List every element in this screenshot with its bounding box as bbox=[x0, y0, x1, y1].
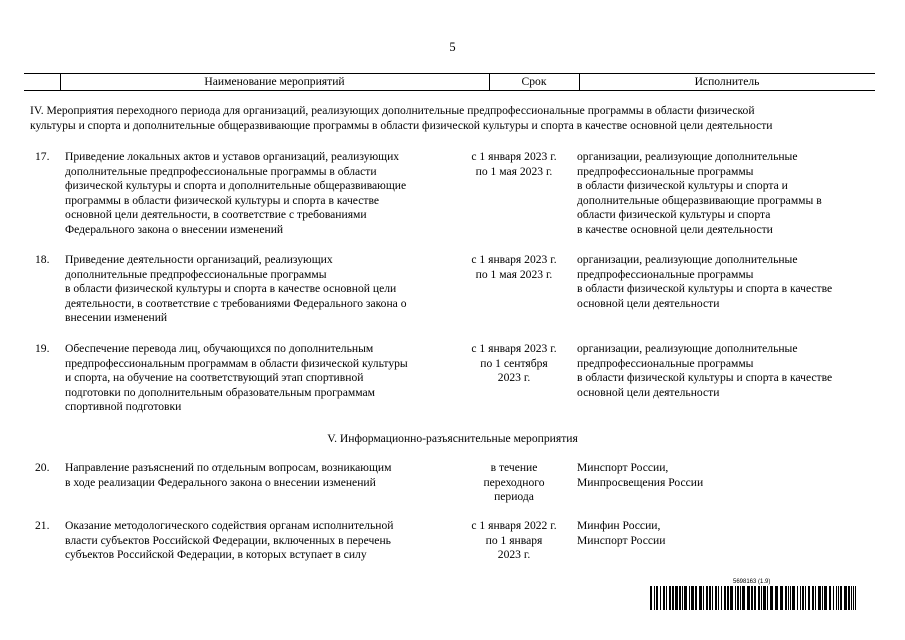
barcode-bar bbox=[758, 586, 760, 610]
text-line: и спорта, на обучение на соответствующий этап спортивной bbox=[65, 371, 364, 385]
text-line: программы в области физической культуры и спорта в качестве bbox=[65, 193, 380, 207]
barcode-bar bbox=[699, 586, 702, 610]
barcode-bar bbox=[818, 586, 821, 610]
barcode-bar bbox=[650, 586, 652, 610]
barcode-bar bbox=[703, 586, 704, 610]
barcode-bar bbox=[851, 586, 852, 610]
section-iv-title bbox=[30, 104, 875, 133]
barcode-bar bbox=[844, 586, 847, 610]
text-line: субъектов Российской Федерации, в которых вступает в силу bbox=[65, 548, 367, 562]
page-number: 5 bbox=[449, 40, 456, 54]
text-line: дополнительные предпрофессиональные программы bbox=[65, 267, 327, 281]
barcode-bar bbox=[663, 586, 665, 610]
barcode-label: 5698163 (1.9) bbox=[733, 579, 771, 585]
text-line: спортивной подготовки bbox=[65, 400, 182, 414]
barcode-bar bbox=[815, 586, 816, 610]
text-line: основной цели деятельности bbox=[577, 296, 720, 310]
barcode-bar bbox=[848, 586, 850, 610]
row-number: 19. bbox=[35, 342, 50, 355]
text-line: в качестве основной цели деятельности bbox=[577, 222, 773, 236]
barcode-bar bbox=[780, 586, 783, 610]
barcode-bar bbox=[761, 586, 762, 610]
event-executor bbox=[577, 253, 873, 311]
barcode-icon bbox=[650, 586, 858, 610]
text-line: с 1 января 2023 г. bbox=[471, 253, 557, 266]
barcode-bar bbox=[797, 586, 798, 610]
barcode-bar bbox=[689, 586, 690, 610]
barcode-bar bbox=[666, 586, 667, 610]
barcode-bar bbox=[735, 586, 736, 610]
barcode-bar bbox=[792, 586, 795, 610]
text-line: области физической культуры и спорта bbox=[577, 208, 771, 222]
text-line: подготовки по дополнительным образовательным программам bbox=[65, 385, 375, 399]
barcode-bar bbox=[805, 586, 806, 610]
barcode-bar bbox=[684, 586, 687, 610]
barcode-bar bbox=[812, 586, 814, 610]
section-title-line: IV. Мероприятия переходного периода для организаций, реализующих дополнительные предпрофессиональные программы в области физической bbox=[30, 104, 755, 117]
barcode-bar bbox=[672, 586, 674, 610]
barcode-bar bbox=[802, 586, 804, 610]
text-line: Минпросвещения России bbox=[577, 475, 704, 489]
text-line: предпрофессиональные программы bbox=[577, 356, 754, 370]
barcode-bar bbox=[740, 586, 741, 610]
text-line: в области физической культуры и спорта в качестве bbox=[577, 282, 833, 296]
text-line: в течение bbox=[490, 461, 538, 474]
barcode-bar bbox=[660, 586, 661, 610]
event-term bbox=[460, 150, 568, 179]
text-line: физической культуры и спорта и дополнительные общеразвивающие bbox=[65, 179, 407, 193]
text-line: организации, реализующие дополнительные bbox=[577, 150, 798, 163]
table-header bbox=[24, 73, 875, 91]
barcode-bar bbox=[763, 586, 766, 610]
row-number: 21. bbox=[35, 519, 50, 532]
barcode-bar bbox=[737, 586, 739, 610]
text-line: основной цели деятельности, в соответствие с требованиями bbox=[65, 208, 367, 222]
text-line: власти субъектов Российской Федерации, включенных в перечень bbox=[65, 533, 391, 547]
event-name bbox=[65, 519, 455, 563]
text-line: предпрофессиональные программы bbox=[577, 267, 754, 281]
barcode-bar bbox=[679, 586, 681, 610]
barcode-bar bbox=[675, 586, 678, 610]
barcode-bar bbox=[747, 586, 750, 610]
event-name bbox=[65, 342, 455, 415]
text-line: 2023 г. bbox=[497, 371, 531, 385]
event-term bbox=[460, 461, 568, 505]
text-line: в ходе реализации Федерального закона о внесении изменений bbox=[65, 475, 376, 489]
text-line: по 1 мая 2023 г. bbox=[475, 267, 553, 281]
event-term bbox=[460, 342, 568, 386]
barcode-bar bbox=[840, 586, 842, 610]
row-number: 17. bbox=[35, 150, 50, 163]
text-line: переходного bbox=[483, 475, 545, 489]
barcode-bar bbox=[788, 586, 789, 610]
barcode-bar bbox=[682, 586, 683, 610]
event-term bbox=[460, 253, 568, 282]
header-executor: Исполнитель bbox=[694, 75, 760, 88]
event-name bbox=[65, 461, 455, 490]
barcode-bar bbox=[730, 586, 733, 610]
barcode-bar bbox=[770, 586, 773, 610]
text-line: по 1 мая 2023 г. bbox=[475, 164, 553, 178]
text-line: организации, реализующие дополнительные bbox=[577, 253, 798, 266]
section-title-line: культуры и спорта и дополнительные общеразвивающие программы в области физической культуры и спорта в качестве основной цели деятельности bbox=[30, 118, 773, 132]
text-line: основной цели деятельности bbox=[577, 385, 720, 399]
text-line: по 1 января bbox=[485, 533, 543, 547]
barcode-bar bbox=[822, 586, 823, 610]
text-line: предпрофессиональные программы bbox=[577, 164, 754, 178]
barcode-bar bbox=[718, 586, 719, 610]
barcode-bar bbox=[709, 586, 711, 610]
barcode-bar bbox=[695, 586, 697, 610]
text-line: Приведение деятельности организаций, реализующих bbox=[65, 253, 333, 266]
barcode-bar bbox=[654, 586, 655, 610]
header-term: Срок bbox=[521, 75, 547, 88]
text-line: Минспорт России, bbox=[577, 461, 669, 474]
barcode-bar bbox=[721, 586, 722, 610]
text-line: в области физической культуры и спорта и bbox=[577, 179, 788, 193]
text-line: в области физической культуры и спорта в качестве основной цели bbox=[65, 282, 397, 296]
row-number: 18. bbox=[35, 253, 50, 266]
barcode-bar bbox=[833, 586, 834, 610]
barcode-bar bbox=[712, 586, 713, 610]
barcode-bar bbox=[853, 586, 854, 610]
barcode-bar bbox=[855, 586, 856, 610]
barcode-bar bbox=[751, 586, 753, 610]
barcode-bar bbox=[669, 586, 671, 610]
section-v-title: V. Информационно-разъяснительные мероприятия bbox=[327, 432, 578, 445]
barcode-bar bbox=[829, 586, 831, 610]
event-name bbox=[65, 253, 455, 326]
barcode-bar bbox=[808, 586, 810, 610]
barcode-bar bbox=[790, 586, 791, 610]
text-line: Федерального закона о внесении изменений bbox=[65, 222, 284, 236]
text-line: Обеспечение перевода лиц, обучающихся по дополнительным bbox=[65, 342, 374, 355]
barcode-bar bbox=[775, 586, 778, 610]
barcode-bar bbox=[742, 586, 745, 610]
barcode-bar bbox=[836, 586, 837, 610]
barcode-bar bbox=[724, 586, 726, 610]
event-executor bbox=[577, 342, 873, 400]
text-line: Направление разъяснений по отдельным вопросам, возникающим bbox=[65, 461, 392, 474]
barcode-bar bbox=[706, 586, 708, 610]
text-line: Оказание методологического содействия органам исполнительной bbox=[65, 519, 394, 532]
text-line: Минфин России, bbox=[577, 519, 661, 532]
text-line: организации, реализующие дополнительные bbox=[577, 342, 798, 355]
barcode-bar bbox=[800, 586, 801, 610]
text-line: Приведение локальных актов и уставов организаций, реализующих bbox=[65, 150, 400, 163]
row-number: 20. bbox=[35, 461, 50, 474]
barcode-bar bbox=[727, 586, 729, 610]
text-line: 2023 г. bbox=[497, 548, 531, 562]
text-line: Минспорт России bbox=[577, 533, 666, 547]
event-executor bbox=[577, 150, 873, 238]
barcode-bar bbox=[754, 586, 756, 610]
text-line: предпрофессиональным программам в области физической культуры bbox=[65, 356, 408, 370]
text-line: по 1 сентября bbox=[480, 356, 548, 370]
event-term bbox=[460, 519, 568, 563]
text-line: с 1 января 2023 г. bbox=[471, 342, 557, 355]
text-line: в области физической культуры и спорта в качестве bbox=[577, 371, 833, 385]
text-line: внесении изменений bbox=[65, 311, 168, 325]
barcode-bar bbox=[824, 586, 827, 610]
barcode-bar bbox=[767, 586, 768, 610]
barcode-bar bbox=[838, 586, 839, 610]
text-line: дополнительные общеразвивающие программы в bbox=[577, 193, 822, 207]
barcode-bar bbox=[785, 586, 787, 610]
header-name: Наименование мероприятий bbox=[204, 75, 345, 88]
text-line: периода bbox=[494, 490, 534, 504]
text-line: дополнительные предпрофессиональные программы в области bbox=[65, 164, 377, 178]
text-line: деятельности, в соответствие с требованиями Федерального закона о bbox=[65, 296, 407, 310]
text-line: с 1 января 2023 г. bbox=[471, 150, 557, 163]
barcode-bar bbox=[715, 586, 717, 610]
barcode-bar bbox=[691, 586, 694, 610]
barcode-bar bbox=[656, 586, 658, 610]
event-executor bbox=[577, 461, 873, 490]
event-executor bbox=[577, 519, 873, 548]
text-line: с 1 января 2022 г. bbox=[471, 519, 557, 532]
event-name bbox=[65, 150, 455, 238]
